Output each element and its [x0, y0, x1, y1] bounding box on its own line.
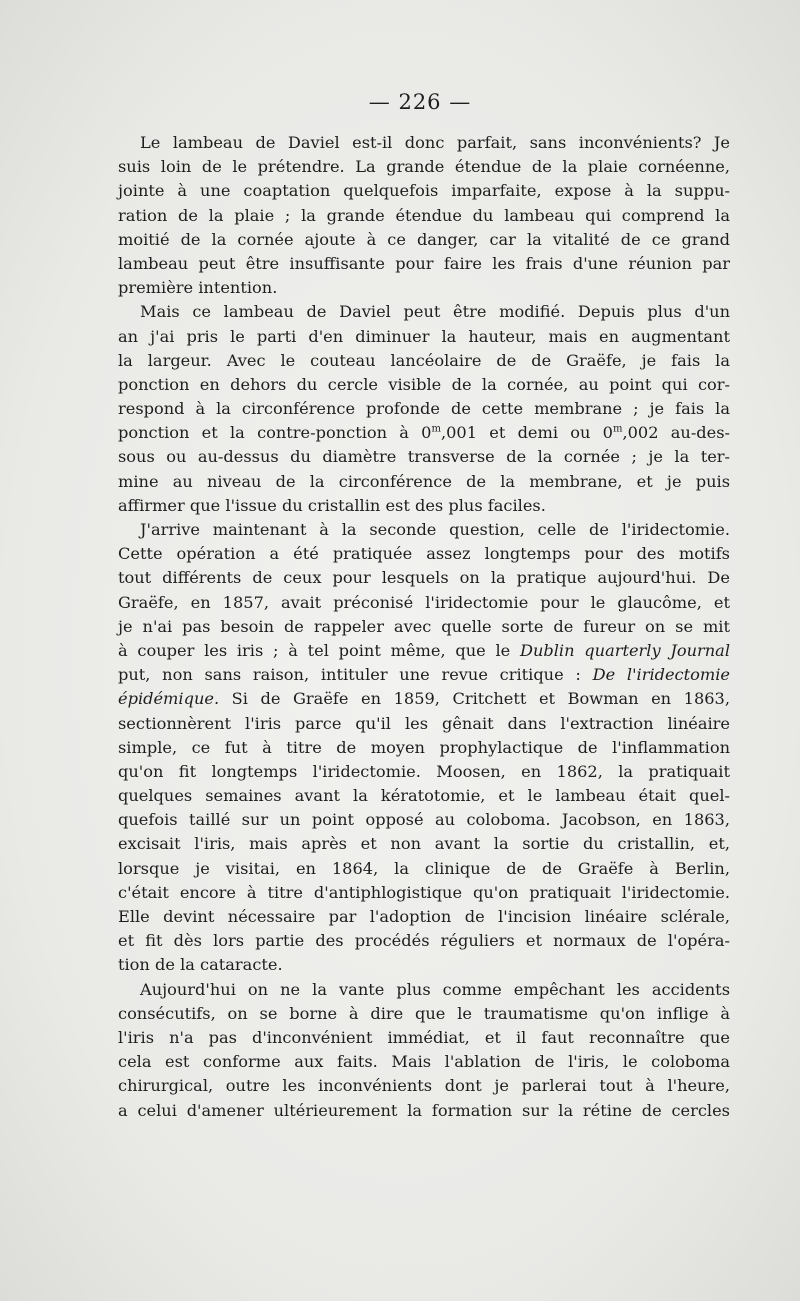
text-run: ,002 au-des-	[622, 423, 731, 443]
text-line: jointe à une coaptation quelquefois imparfaite, expose à la suppu-	[118, 181, 730, 201]
superscript-meter: m	[431, 423, 441, 435]
text-line: sous ou au-dessus du diamètre transverse de la cornée ; je la ter-	[118, 447, 730, 467]
superscript-meter: m	[612, 423, 623, 435]
paragraph-2	[118, 300, 730, 518]
text-line: Aujourd'hui on ne la vante plus comme empêchant les accidents	[140, 979, 730, 999]
text-line: qu'on fit longtemps l'iridectomie. Moosen, en 1862, la pratiquait	[118, 761, 730, 781]
text-line: simple, ce fut à titre de moyen prophylactique de l'inflammation	[118, 737, 730, 757]
text-line: Graëfe, en 1857, avait préconisé l'iridectomie pour le glaucôme, et	[118, 592, 730, 612]
text-line: c'était encore à titre d'antiphlogistique qu'on pratiquait l'iridectomie.	[118, 882, 730, 902]
text-line: Mais ce lambeau de Daviel peut être modifié. Depuis plus d'un	[140, 302, 730, 322]
text-line: première intention.	[118, 278, 278, 298]
page-number: — 226 —	[368, 90, 472, 114]
text-line: quelques semaines avant la kératotomie, et le lambeau était quel-	[118, 786, 730, 806]
paragraph-1	[118, 131, 730, 300]
text-run: put, non sans raison, intituler une revue critique :	[118, 665, 593, 685]
italic-title: De l'iridectomie	[592, 665, 730, 685]
italic-title: épidémique.	[118, 689, 220, 709]
text-line: sectionnèrent l'iris parce qu'il les gênait dans l'extraction linéaire	[118, 713, 730, 733]
text-line: Le lambeau de Daviel est-il donc parfait, sans inconvénients? Je	[140, 133, 730, 152]
text-line: respond à la circonférence profonde de cette membrane ; je fais la	[118, 399, 730, 419]
text-line: je n'ai pas besoin de rappeler avec quelle sorte de fureur on se mit	[118, 616, 730, 636]
text-line	[118, 687, 730, 711]
text-line: consécutifs, on se borne à dire que le traumatisme qu'on inflige à	[118, 1003, 730, 1023]
text-line: l'iris n'a pas d'inconvénient immédiat, et il faut reconnaître que	[118, 1027, 730, 1047]
text-line: tout différents de ceux pour lesquels on la pratique aujourd'hui. De	[118, 568, 730, 588]
text-line: chirurgical, outre les inconvénients dont je parlerai tout à l'heure,	[118, 1076, 730, 1096]
text-line: an j'ai pris le parti d'en diminuer la hauteur, mais en augmentant	[118, 326, 730, 346]
text-line: lambeau peut être insuffisante pour faire les frais d'une réunion par	[118, 253, 730, 273]
paragraph-3	[118, 518, 730, 978]
text-line: J'arrive maintenant à la seconde question, celle de l'iridectomie.	[140, 520, 730, 539]
text-line: Cette opération a été pratiquée assez longtemps pour des motifs	[118, 544, 730, 564]
italic-title: Dublin quarterly Journal	[519, 640, 731, 660]
text-line: ration de la plaie ; la grande étendue du lambeau qui comprend la	[118, 205, 730, 225]
text-line: quefois taillé sur un point opposé au coloboma. Jacobson, en 1863,	[118, 810, 730, 830]
text-run: ponction et la contre-ponction à 0	[118, 423, 432, 443]
text-line: a celui d'amener ultérieurement la formation sur la rétine de cercles	[118, 1100, 730, 1120]
text-line: excisait l'iris, mais après et non avant la sortie du cristallin, et,	[118, 834, 730, 854]
text-line: ponction en dehors du cercle visible de la cornée, au point qui cor-	[118, 374, 730, 394]
page-body	[118, 131, 730, 1123]
text-line	[118, 421, 730, 445]
text-run: ,001 et demi ou 0	[440, 423, 613, 443]
text-line: affirmer que l'issue du cristallin est des plus faciles.	[118, 495, 546, 515]
text-run: Si de Graëfe en 1859, Critchett et Bowman en 1863,	[219, 689, 730, 709]
text-line: tion de la cataracte.	[118, 955, 283, 975]
text-line: mine au niveau de la circonférence de la membrane, et je puis	[118, 471, 730, 491]
text-line: cela est conforme aux faits. Mais l'ablation de l'iris, le coloboma	[118, 1052, 730, 1072]
text-line: suis loin de le prétendre. La grande étendue de la plaie cornéenne,	[118, 157, 730, 177]
text-line: la largeur. Avec le couteau lancéolaire de de Graëfe, je fais la	[118, 350, 730, 370]
text-line: Elle devint nécessaire par l'adoption de l'incision linéaire sclérale,	[118, 907, 730, 926]
text-run: à couper les iris ; à tel point même, que le	[118, 640, 520, 660]
text-line	[118, 663, 730, 687]
text-line: et fit dès lors partie des procédés réguliers et normaux de l'opéra-	[118, 931, 730, 951]
paragraph-4	[118, 978, 730, 1123]
text-line: moitié de la cornée ajoute à ce danger, car la vitalité de ce grand	[118, 229, 730, 249]
text-line: lorsque je visitai, en 1864, la clinique de de Graëfe à Berlin,	[118, 858, 730, 878]
text-line	[118, 639, 730, 663]
